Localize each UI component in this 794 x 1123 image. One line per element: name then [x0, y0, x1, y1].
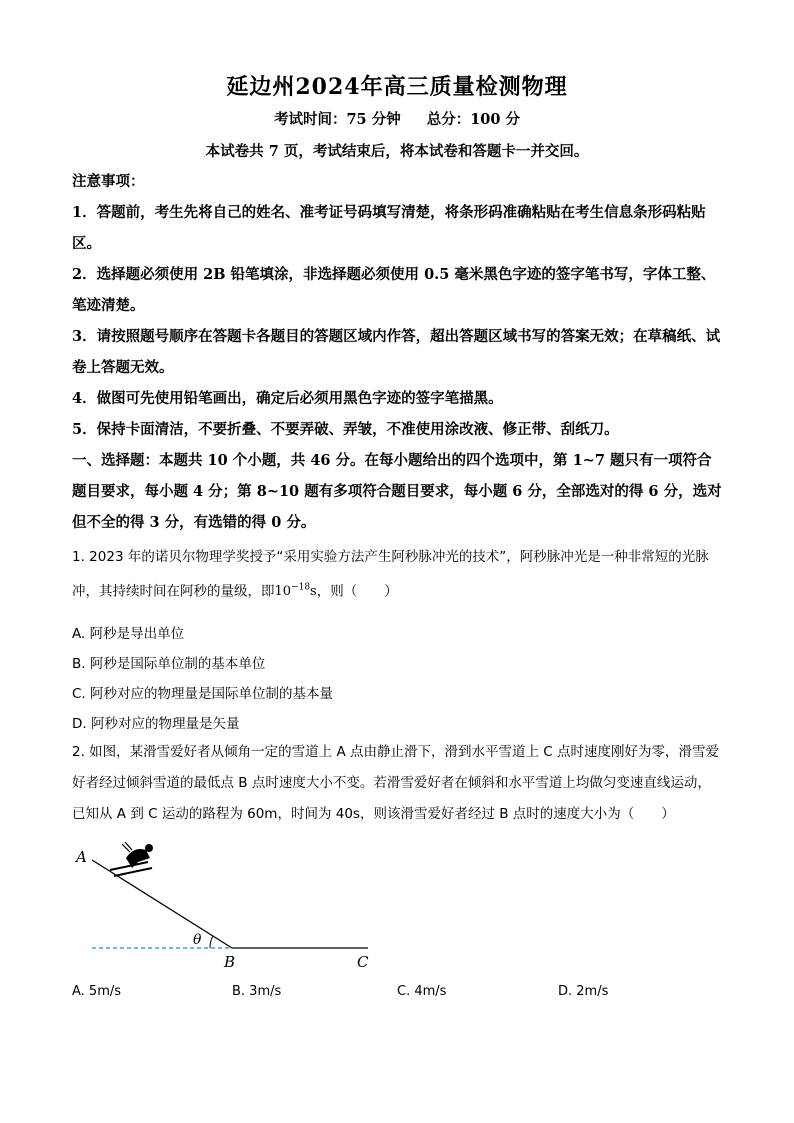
label-theta: θ — [193, 932, 202, 948]
skier-icon — [110, 842, 153, 876]
q1-exp-unit: s — [310, 584, 317, 600]
note-item-2: 2．选择题必须使用 2B 铅笔填涂，非选择题必须使用 0.5 毫米黑色字迹的签字笔书写，字体工整、笔迹清楚。 — [72, 266, 716, 314]
q1-option-c: C. 阿秒对应的物理量是国际单位制的基本量 — [72, 686, 334, 702]
q1-exponent — [275, 584, 317, 599]
note-item-1: 1．答题前，考生先将自己的姓名、准考证号码填写清楚，将条形码准确粘贴在考生信息条形码粘贴区。 — [72, 204, 706, 252]
question-2-stem: 2. 如图，某滑雪爱好者从倾角一定的雪道上 A 点由静止滑下，滑到水平雪道上 C 点时速度刚好为零，滑雪爱好者经过倾斜雪道的最低点 B 点时速度大小不变。若滑雪爱好者在倾斜和水平雪道上均做匀变速直线运动，已知从 A 到 C 运动的路程为 60m，时间为 40s，则该滑雪爱好者经过 B 点时的速度大小为（ ） — [72, 744, 719, 822]
page-title: 延边州2024年高三质量检测物理 — [226, 74, 568, 100]
note-item-5: 5．保持卡面清洁，不要折叠、不要弄破、弄皱，不准使用涂改液、修正带、刮纸刀。 — [72, 421, 619, 438]
exam-total-score: 总分：100 分 — [426, 111, 521, 128]
q2-option-d: D. 2m/s — [558, 984, 609, 999]
exam-info — [0, 108, 794, 129]
label-a: A — [76, 848, 87, 866]
slope-line — [92, 860, 232, 948]
q1-option-d: D. 阿秒对应的物理量是矢量 — [72, 716, 240, 732]
label-c: C — [357, 953, 369, 971]
note-item-4: 4．做图可先使用铅笔画出，确定后必须用黑色字迹的签字笔描黑。 — [72, 390, 503, 407]
exam-time: 考试时间：75 分钟 — [273, 111, 401, 128]
q2-option-c: C. 4m/s — [397, 984, 447, 999]
question-1-stem — [72, 542, 722, 607]
q1-stem-part2: ，则（ ） — [316, 583, 398, 600]
q2-option-a: A. 5m/s — [72, 984, 122, 999]
ski-slope-figure — [70, 840, 390, 975]
section-1-heading: 一、选择题：本题共 10 个小题，共 46 分。在每小题给出的四个选项中，第 1~7 题只有一项符合题目要求，每小题 4 分；第 8~10 题有多项符合题目要求，每小题 6 分，全部选对的得 6 分，选对但不全的得 3 分，有选错的得 0 分。 — [72, 452, 722, 531]
notes-heading: 注意事项： — [72, 173, 145, 190]
q2-option-b: B. 3m/s — [232, 984, 282, 999]
notes-section — [72, 166, 722, 538]
q1-option-a: A. 阿秒是导出单位 — [72, 626, 185, 642]
q1-option-b: B. 阿秒是国际单位制的基本单位 — [72, 656, 266, 672]
label-b: B — [224, 953, 236, 971]
q2-options — [72, 984, 722, 1004]
q1-exp-power: −18 — [291, 583, 311, 593]
q1-stem-part1: 1. 2023 年的诺贝尔物理学奖授予“采用实验方法产生阿秒脉冲光的技术”，阿秒脉冲光是一种非常短的光脉冲，其持续时间在阿秒的量级，即 — [72, 549, 709, 600]
note-item-3: 3．请按照题号顺序在答题卡各题目的答题区域内作答，超出答题区域书写的答案无效；在草稿纸、试卷上答题无效。 — [72, 328, 721, 376]
angle-arc — [210, 936, 213, 948]
exam-intro: 本试卷共 7 页，考试结束后，将本试卷和答题卡一并交回。 — [205, 143, 589, 160]
q1-exp-base: 10 — [274, 584, 292, 600]
